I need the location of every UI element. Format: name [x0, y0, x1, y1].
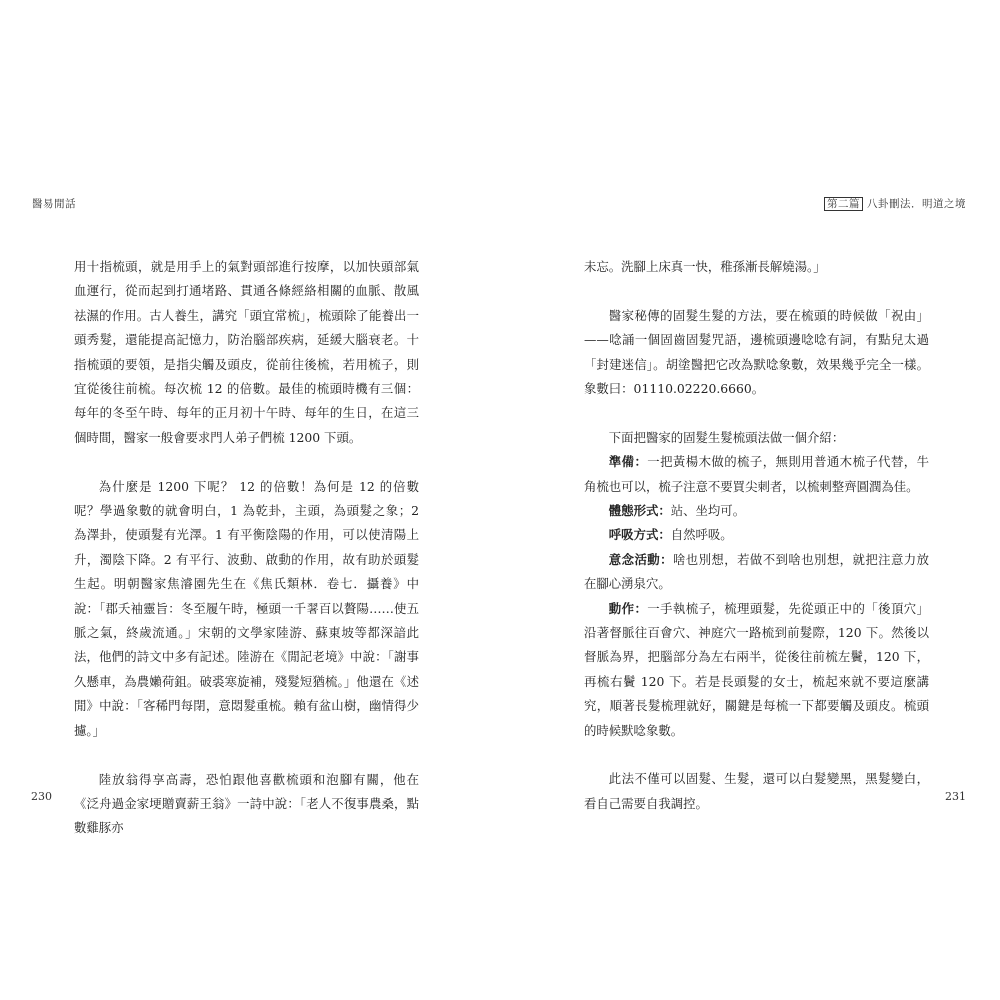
right-page-body — [584, 255, 929, 816]
method-item-action — [584, 597, 929, 743]
method-item-label: 動作： — [608, 600, 648, 616]
running-head-book-title: 醫易閒話 — [32, 198, 76, 210]
method-item-label: 體態形式： — [608, 503, 671, 519]
method-item-text: 一把黃楊木做的梳子，無則用普通木梳子代替，牛角梳也可以，梳子注意不要買尖刺者，以梳刺整齊圓潤為佳。 — [584, 454, 930, 494]
method-item-label: 準備： — [608, 454, 648, 470]
paragraph-finger-combing: 用十指梳頭，就是用手上的氣對頭部進行按摩，以加快頭部氣血運行，從而起到打通堵路、貫通各條經絡相關的血脈、散風祛濕的作用。古人養生，講究「頭宜常梳」，梳頭除了能養出一頭秀髮，還能提高記憶力，防治腦部疾病，延緩大腦衰老。十指梳頭的要領，是指尖觸及頭皮，從前往後梳，若用梳子，則宜從後往前梳。每次梳 12 的倍數。最佳的梳頭時機有三個：每年的冬至午時、每年的正月初十午時、每年的生日，在這三個時間，醫家一般會要求門人弟子們梳 1200 下頭。 — [74, 259, 419, 445]
method-item-preparation — [584, 450, 929, 499]
paragraph-secret-method: 醫家秘傳的固髮生髮的方法，要在梳頭的時候做「祝由」——唸誦一個固齒固髮咒語，邊梳頭邊唸唸有詞，有點兒太過「封建迷信」。胡塗醫把它改為默唸象數，效果幾乎完全一樣。象數曰：01110.02220.6660。 — [584, 307, 929, 397]
paragraph-poem-continuation: 未忘。洗腳上床真一快，稚孫漸長解燒湯。」 — [584, 259, 826, 274]
chapter-title: 八卦刪法．明道之境 — [867, 198, 966, 210]
method-item-text: 啥也別想，若做不到啥也別想，就把注意力放在腳心湧泉穴。 — [584, 551, 930, 592]
paragraph-lu-fangweng: 陸放翁得享高壽，恐怕跟他喜歡梳頭和泡腳有關，他在《泛舟過金家埂贈賣薪王翁》一詩中說：「老人不復事農桑，點數雞豚亦 — [74, 771, 419, 836]
paragraph-why-1200: 為什麼是 1200 下呢？ 12 的倍數！為何是 12 的倍數呢？學過象數的就會明白，1 為乾卦，主頭，為頭髮之象；2 為澤卦，使頭髮有光澤。1 有平衡陰陽的作用，可以使清陽上升，濁陰下降。2 有平行、波動、啟動的作用，故有助於頭髮生起。明朝醫家焦濬園先生在《焦氏類林．卷七．攝養》中說：「郡夭袖靈旨：冬至履午時，極頭一千𦑥百以贅陽……使五脈之氣，終歲流通。」宋朝的文學家陸游、蘇東坡等都深諳此法，他們的詩文中多有記述。陸游在《閒記老境》中說：「謝事久懸車，為農嬾荷鉏。破裘寒旋補，殘髮短猶梳。」他還在《述閒》中說：「客稀門每閉，意悶髮重梳。賴有盆山樹，幽情得少攄。」 — [74, 478, 419, 738]
chapter-label: 第二篇 — [824, 197, 863, 211]
method-item-text: 一手執梳子，梳理頭髮，先從頭正中的「後頂穴」沿著督脈往百會穴、神庭穴一路梳到前髮際，120 下。然後以督脈為界，把腦部分為左右兩半，從後往前梳左鬢，120 下，再梳右鬢 120 下。若是長頭髮的女士，梳起來就不要這麼講究，順著長髮梳理就好，關鍵是每梳一下都要觸及頭皮。梳頭的時候默唸象數。 — [584, 600, 930, 738]
paragraph-closing: 此法不僅可以固髮、生髮，還可以白髮變黑，黑髮變白，看自己需要自我調控。 — [584, 771, 929, 811]
page-number-right: 231 — [945, 790, 966, 803]
paragraph-method-intro: 下面把醫家的固髮生髮梳頭法做一個介紹： — [608, 429, 845, 445]
running-head-chapter — [824, 196, 966, 211]
method-item-mind — [584, 548, 929, 597]
method-item-label: 呼吸方式： — [608, 527, 671, 543]
method-item-posture — [584, 499, 929, 523]
method-item-text: 自然呼吸。 — [670, 527, 733, 543]
method-item-label: 意念活動： — [608, 551, 673, 567]
page-number-left: 230 — [31, 790, 52, 803]
method-item-breathing — [584, 523, 929, 547]
left-page-body — [74, 255, 419, 841]
method-item-text: 站、坐均可。 — [670, 503, 746, 519]
